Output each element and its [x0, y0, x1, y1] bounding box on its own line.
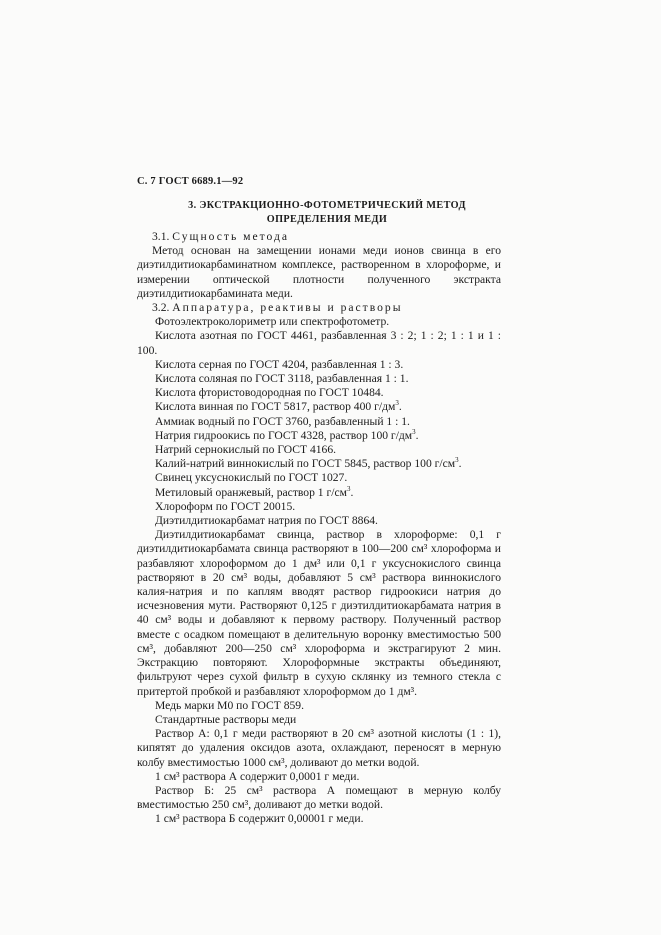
reagent-item: Натрия гидроокись по ГОСТ 4328, раствор 100 $г/дм^3$. [155, 427, 419, 442]
reagent-item: Кислота соляная по ГОСТ 3118, разбавленная 1 : 1. [155, 372, 409, 386]
reagent-item: Диэтилдитиокарбамат натрия по ГОСТ 8864. [155, 514, 378, 528]
subsection-3-2-title: Аппаратура, реактивы и растворы [172, 301, 403, 315]
reagent-item: Аммиак водный по ГОСТ 3760, разбавленный 1 : 1. [155, 414, 410, 428]
reagent-item: Натрий сернокислый по ГОСТ 4166. [155, 443, 337, 457]
superscript-3: 3 [395, 399, 399, 408]
reagent-item: Кислота серная по ГОСТ 4204, разбавленная 1 : 3. [155, 357, 404, 371]
reagent-item: Кислота винная по ГОСТ 5817, раствор 400 $г/дм^3$. [155, 399, 402, 414]
section-title-line-2: ОПРЕДЕЛЕНИЯ МЕДИ [266, 214, 388, 225]
subsection-3-2-number: 3.2. [152, 301, 170, 315]
reagent-item: Хлороформ по ГОСТ 20015. [155, 499, 296, 513]
superscript-3: 3 [346, 484, 351, 493]
superscript-3: 3 [412, 427, 416, 436]
reagent-item: Кислота фтористоводородная по ГОСТ 10484. [155, 386, 384, 400]
solution-b-note: 1 см³ раствора Б содержит 0,00001 г меди. [155, 812, 364, 826]
subsection-3-1-title: Сущность метода [172, 230, 290, 243]
subsection-3-1-heading [137, 230, 501, 244]
page-header: С. 7 ГОСТ 6689.1—92 [137, 176, 244, 187]
section-title [137, 199, 517, 227]
standard-solutions-heading: Стандартные растворы меди [155, 712, 297, 726]
reagent-item: Калий-натрий виннокислый по ГОСТ 5845, раствор 100 $г/см^3$. [155, 456, 462, 471]
section-title-line-1: 3. ЭКСТРАКЦИОННО-ФОТОМЕТРИЧЕСКИЙ МЕТОД [188, 200, 466, 211]
reagent-item: Фотоэлектроколориметр или спектрофотометр. [155, 315, 390, 329]
reagent-item: Метиловый оранжевый, раствор 1 $г/см^3$. [155, 484, 354, 499]
method-principle-paragraph: Метод основан на замещении ионами меди ионов свинца в его диэтилдитиокарбаминатном комплексе, растворенном в хлороформе, и измерении оптической плотности полученного экстракта диэтилдитиокарбамината меди. [137, 244, 501, 300]
solution-b-paragraph: Раствор Б: 25 см³ раствора А помещают в мерную колбу вместимостью 250 см³, доливают до метки водой. [137, 783, 501, 812]
subsection-3-1-number: 3.1. [152, 230, 170, 243]
superscript-3: 3 [455, 456, 459, 465]
reagent-item: Свинец уксуснокислый по ГОСТ 1027. [155, 471, 348, 485]
subsection-3-2-heading [137, 301, 501, 315]
reagent-item: Кислота азотная по ГОСТ 4461, разбавленная 3 : 2; 1 : 2; 1 : 1 и 1 : 100. [137, 329, 501, 357]
solution-a-paragraph: Раствор А: 0,1 г меди растворяют в 20 см³ азотной кислоты (1 : 1), кипятят до удаления оксидов азота, охлаждают, переносят в мерную колбу вместимостью 1000 см³, доливают до метки водой. [137, 727, 501, 769]
copper-reagent: Медь марки М0 по ГОСТ 859. [155, 698, 305, 712]
lead-solution-paragraph: Диэтилдитиокарбамат свинца, раствор в хлороформе: 0,1 г диэтилдитиокарбамата свинца растворяют в 100—200 см³ хлороформа и разбавляют хлороформом до 1 дм³ или 0,1 г уксуснокислого свинца растворяют в 20 см³ воды, добавляют 5 см³ раствора виннокислого калия-натрия и по каплям вводят раствор гидроокиси натрия до исчезновения мути. Растворяют 0,125 г диэтилдитиокарбамата натрия в 40 см³ воды и добавляют к первому раствору. Полученный раствор вместе с осадком помещают в делительную воронку вместимостью 500 см³, добавляют 200—250 см³ хлороформа и экстрагируют 2 мин. Экстракцию повторяют. Хлороформные экстракты объединяют, фильтруют через сухой фильтр в сухую склянку из темного стекла с притертой пробкой и разбавляют хлороформом до 1 дм³. [137, 528, 501, 698]
solution-a-note: 1 см³ раствора А содержит 0,0001 г меди. [155, 769, 360, 783]
document-body [137, 230, 501, 827]
